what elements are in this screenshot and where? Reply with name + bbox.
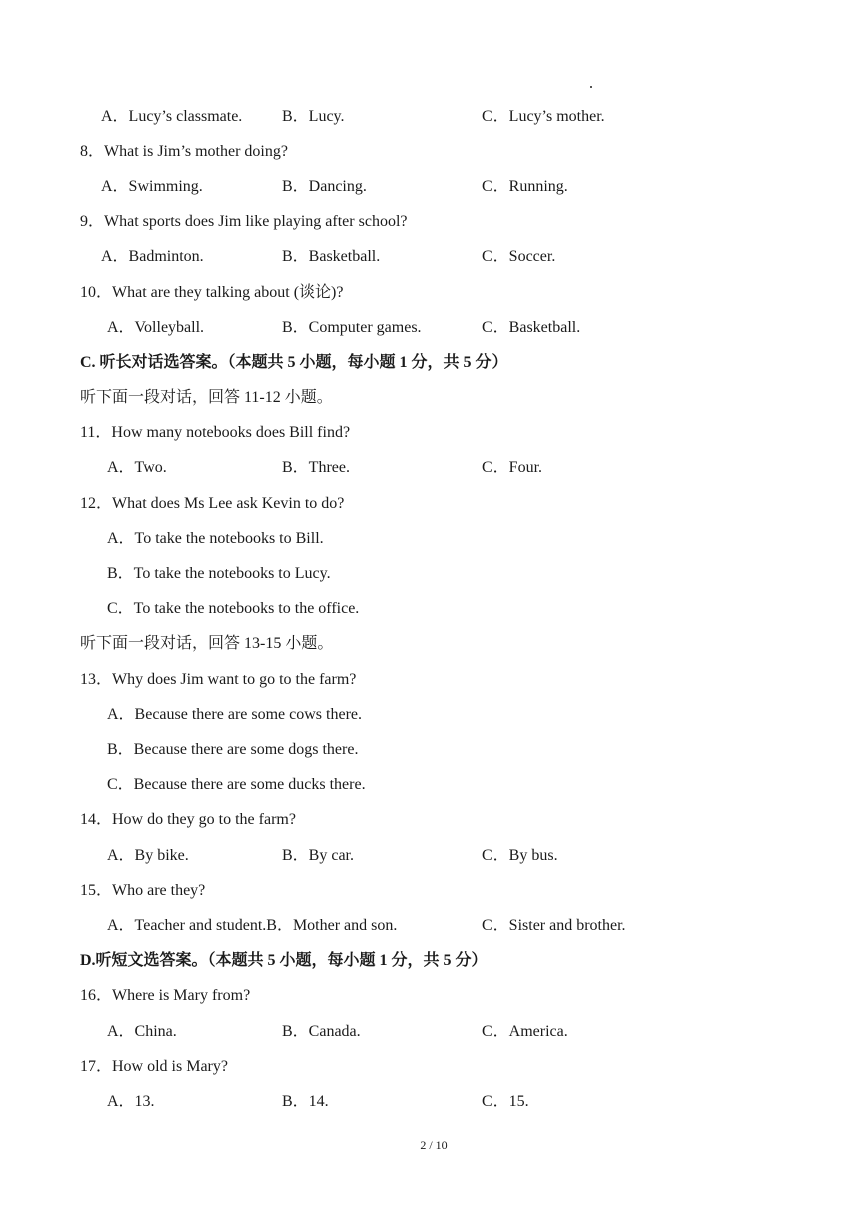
q7-option-a: A．Lucy’s classmate. <box>101 108 243 125</box>
q17-option-b: B．14. <box>282 1093 329 1110</box>
q15-option-b: B．Mother and son. <box>266 917 398 934</box>
q11-question: 11．How many notebooks does Bill find? <box>80 424 351 441</box>
q13-option-c: C．Because there are some ducks there. <box>107 776 366 793</box>
q15-options-ab <box>107 916 397 936</box>
q10-question: 10．What are they talking about (谈论)? <box>80 284 344 301</box>
q9-option-a: A．Badminton. <box>101 248 204 265</box>
section-c-heading: C. 听长对话选答案。（本题共 5 小题，每小题 1 分，共 5 分） <box>80 354 508 371</box>
q13-option-a: A．Because there are some cows there. <box>107 706 363 723</box>
q8-question: 8．What is Jim’s mother doing? <box>80 143 288 160</box>
section-c-intro-13-15: 听下面一段对话，回答 13-15 小题。 <box>80 635 334 652</box>
q15-option-a: A．Teacher and student. <box>107 917 267 934</box>
q13-question: 13．Why does Jim want to go to the farm? <box>80 671 357 688</box>
q10-option-b: B．Computer games. <box>282 319 422 336</box>
q9-option-b: B．Basketball. <box>282 248 381 265</box>
q17-question: 17．How old is Mary? <box>80 1058 228 1075</box>
q12-option-a: A．To take the notebooks to Bill. <box>107 530 324 547</box>
section-c-intro-11-12: 听下面一段对话，回答 11-12 小题。 <box>80 389 333 406</box>
section-d-heading: D.听短文选答案。（本题共 5 小题，每小题 1 分，共 5 分） <box>80 952 488 969</box>
page-mark-dot <box>590 86 592 88</box>
q9-option-c: C．Soccer. <box>482 248 556 265</box>
q11-option-a: A．Two. <box>107 459 167 476</box>
q12-option-b: B．To take the notebooks to Lucy. <box>107 565 331 582</box>
q13-option-b: B．Because there are some dogs there. <box>107 741 359 758</box>
q9-question: 9．What sports does Jim like playing after school? <box>80 213 408 230</box>
q16-option-a: A．China. <box>107 1023 177 1040</box>
q12-option-c: C．To take the notebooks to the office. <box>107 600 360 617</box>
q11-option-b: B．Three. <box>282 459 350 476</box>
q12-question: 12．What does Ms Lee ask Kevin to do? <box>80 495 345 512</box>
q10-option-a: A．Volleyball. <box>107 319 205 336</box>
q14-option-b: B．By car. <box>282 847 354 864</box>
q16-option-c: C．America. <box>482 1023 568 1040</box>
q16-question: 16．Where is Mary from? <box>80 987 251 1004</box>
q8-option-b: B．Dancing. <box>282 178 367 195</box>
q15-option-c: C．Sister and brother. <box>482 917 626 934</box>
q17-option-c: C．15. <box>482 1093 529 1110</box>
q10-option-c: C．Basketball. <box>482 319 581 336</box>
q11-option-c: C．Four. <box>482 459 543 476</box>
q14-option-c: C．By bus. <box>482 847 558 864</box>
q16-option-b: B．Canada. <box>282 1023 361 1040</box>
q7-option-c: C．Lucy’s mother. <box>482 108 605 125</box>
q14-question: 14．How do they go to the farm? <box>80 811 296 828</box>
q7-option-b: B．Lucy. <box>282 108 345 125</box>
page-number: 2 / 10 <box>420 1138 448 1152</box>
q8-option-c: C．Running. <box>482 178 568 195</box>
q15-question: 15．Who are they? <box>80 882 206 899</box>
q14-option-a: A．By bike. <box>107 847 189 864</box>
q8-option-a: A．Swimming. <box>101 178 203 195</box>
q17-option-a: A．13. <box>107 1093 155 1110</box>
